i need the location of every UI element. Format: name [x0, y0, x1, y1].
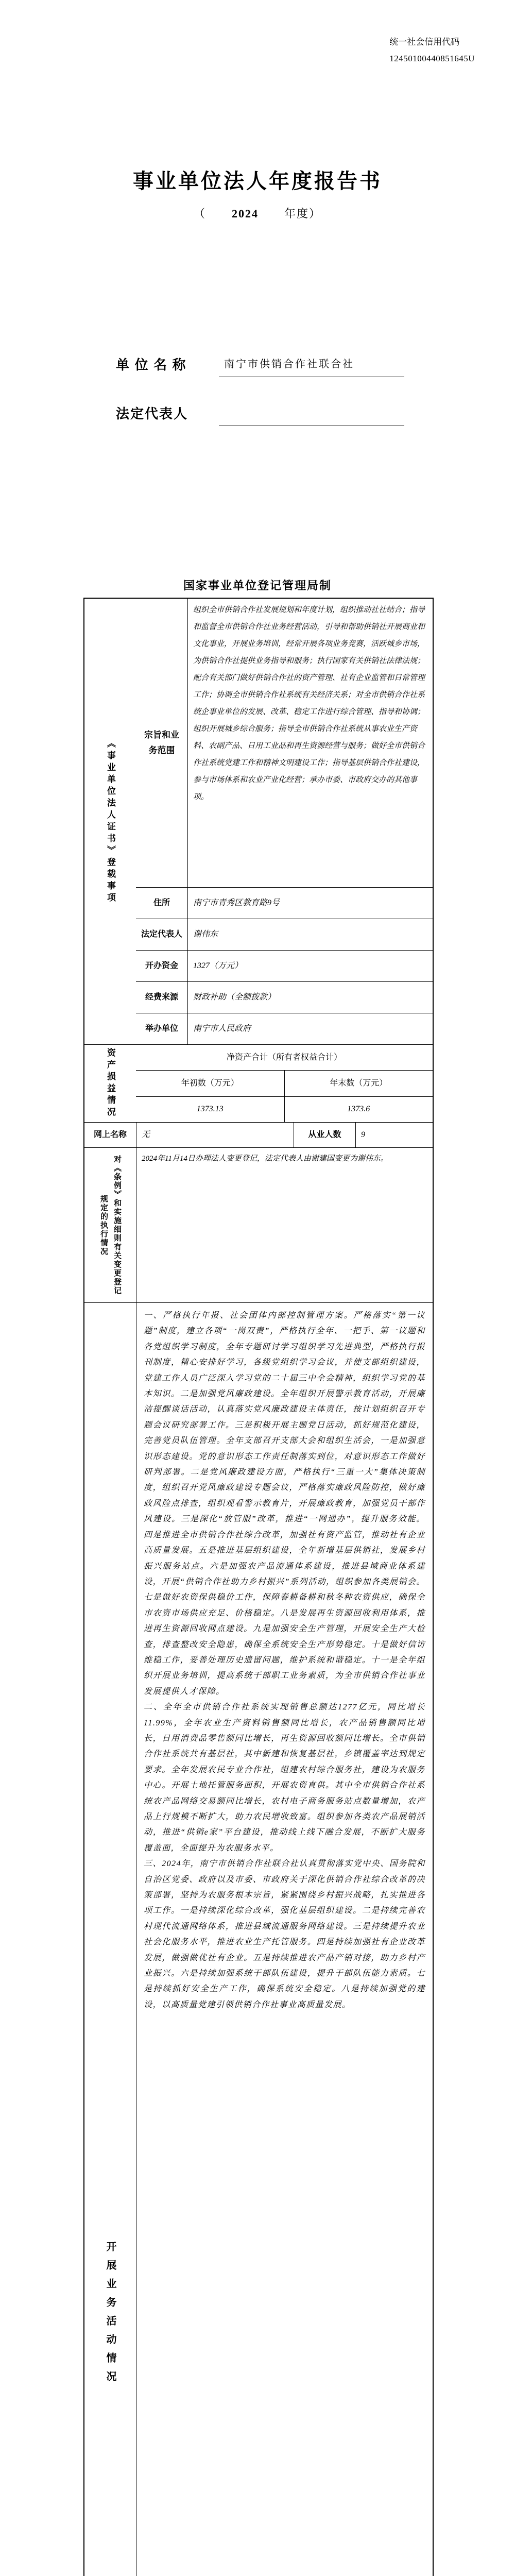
funds-value: 1327（万元）: [187, 951, 433, 981]
activities-label: 开展业务活动情况: [105, 2241, 116, 2389]
rules-text: 2024年11月14日办理法人变更登记，法定代表人由谢建国变更为谢伟东。: [136, 1148, 433, 1302]
legal-rep-row: [116, 399, 404, 426]
sponsor-value: 南宁市人民政府: [187, 1013, 433, 1044]
address-label: 住所: [153, 899, 170, 907]
net-staff-row: [84, 1122, 433, 1147]
registry-table: [83, 598, 434, 2576]
section-label-cell: [84, 599, 136, 1044]
report-year: [0, 205, 515, 221]
activities-text: 一、严格执行年报、社会团体内部控制管理方案。严格落实“第一议题”制度，建立各项“一岗双责”，严格执行全年、一把手、第一议题和各党组织学习制度，全年专题研讨学习组织学习先进典型，严格执行报刊制度，精心安排好学习，各级党组织学习会议，并使支部组织建设，党建工作人员广泛深入学习党的二十届三中全会精神，组织学习党的基本知识。二是加强党风廉政建设。全年组织开展警示教育活动，开展廉洁提醒谈话活动，认真落实党风廉政建设主体责任，按计划组织召开专题会议研究部署工作。三是积极开展主题党日活动，抓好规范化建设，完善党员队伍管理。全年支部召开支部大会和组织生活会，一是加强意识形态建设。党的意识形态工作责任制落实到位，对意识形态工作做好研判部署。二是党风廉政建设方面，严格执行“三重一大”集体决策制度，组织召开党风廉政建设专题会议，严格落实廉政风险防控，做好廉政风险点排查，组织观看警示教育片，开展廉政教育，加强党员干部作风建设。三是深化“放管服”改革，推进“一网通办”，提升服务效能。四是推进全市供销合作社综合改革，加强社有资产监管，推动社有企业高质量发展。五是推进基层组织建设，全年新增基层供销社，发展乡村振兴服务站点。六是加强农产品流通体系建设，推进县域商业体系建设，开展“供销合作社助力乡村振兴”系列活动，组织参加各类展销会。七是做好农资保供稳价工作，保障春耕备耕和秋冬种农资供应，确保全市农资市场供应充足、价格稳定。八是发展再生资源回收利用体系，推进再生资源回收网点建设。九是加强安全生产管理，开展安全生产大检查，排查整改安全隐患，确保全系统安全生产形势稳定。十是做好信访维稳工作，妥善处理历史遗留问题，维护系统和谐稳定。十一是全年组织开展业务培训，提高系统干部职工业务素质，为全市供销合作社事业发展提供人才保障。 二、全年全市供销合作社系统实现销售总额达1277亿元，同比增长11.99%，全年农业生产资料销售额同比增长，农产品销售额同比增长，日用消费品零售额同比增长，再生资源回收额同比增长。全市供销合作社系统共有基层社，其中新建和恢复基层社，乡镇覆盖率达到规定要求。全年发展农民专业合作社，组建农村综合服务社，建设为农服务中心。开展土地托管服务面积，开展农资直供。其中全市供销合作社系统农产品网络交易额同比增长，农村电子商务服务站点数量增加，农产品上行规模不断扩大，助力农民增收致富。组织参加各类农产品展销活动，推进“供销e家”平台建设，推动线上线下融合发展，不断扩大服务覆盖面，全面提升为农服务水平。 三、2024年，南宁市供销合作社联合社认真贯彻落实党中央、国务院和自治区党委、政府以及市委、市政府关于深化供销合作社综合改革的决策部署，坚持为农服务根本宗旨，紧紧围绕乡村振兴战略，扎实推进各项工作。一是持续深化综合改革，强化基层组织建设。二是持续完善农村现代流通网络体系，推进县域流通服务网络建设。三是持续提升农业社会化服务水平，推进农业生产托管服务。四是持续加强社有企业改革发展，做强做优社有企业。五是持续推进农产品产销对接，助力乡村产业振兴。六是持续加强系统干部队伍建设，提升干部队伍能力素质。七是持续抓好安全生产工作，确保系统安全稳定。八是持续加强党的建设，以高质量党建引领供销合作社事业高质量发展。: [136, 1303, 433, 2576]
unit-name-value: 南宁市供销合作社联合社: [224, 359, 354, 370]
year-value: 2024: [232, 207, 259, 220]
legal-value: 谢伟东: [187, 919, 433, 950]
registry-title: 国家事业单位登记管理局制: [183, 579, 332, 592]
assets-header: 净资产合计（所有者权益合计）: [226, 1053, 342, 1062]
address-row: [136, 887, 433, 919]
assets-label: 资产损益情况: [106, 1048, 115, 1119]
purpose-label: 宗旨和业务范围: [144, 730, 179, 755]
rules-label-cell: [84, 1148, 136, 1302]
end-value: 1373.6: [284, 1097, 433, 1122]
source-row: [136, 981, 433, 1013]
net-label: 网上名称: [93, 1130, 127, 1139]
staff-label: 从业人数: [294, 1123, 355, 1147]
source-label: 经费来源: [145, 993, 178, 1002]
credit-code-block: [389, 34, 475, 67]
purpose-row: [136, 599, 433, 887]
rules-label: 对《条例》和实施细则有关变更登记规定的执行情况: [99, 1155, 121, 1295]
activities-label-cell: [84, 1303, 136, 2576]
sponsor-row: [136, 1013, 433, 1044]
legal-label: 法定代表人: [141, 930, 183, 939]
credit-code-label: 统一社会信用代码: [389, 37, 460, 47]
assets-header-row: [136, 1045, 433, 1070]
purpose-text: 组织全市供销合作社发展规划和年度计划，组织推动社社结合；指导和监督全市供销合作社业务经营活动，引导和帮助供销社开展商业和文化事业，开展业务培训，经常开展各项业务竞赛，活跃城乡市场，为供销合作社提供业务指导和服务；执行国家有关供销社法律法规；配合有关部门做好供销合作社的资产管理、社有企业监管和日常管理工作；协调全市供销合作社系统有关经济关系；对全市供销合作社系统企事业单位的发展、改革、稳定工作进行综合管理、指导和协调；组织开展城乡综合服务；指导全市供销合作社系统从事农业生产资料、农副产品、日用工业品和再生资源经营与服务；做好全市供销合作社系统党建工作和精神文明建设工作；指导基层供销合作社建设，参与市场体系和农业产业化经营；承办市委、市政府交办的其他事项。: [187, 599, 433, 887]
legal-row: [136, 919, 433, 950]
year-open: （: [193, 207, 206, 220]
unit-name-label: 单 位 名 称: [116, 358, 187, 372]
sponsor-label: 举办单位: [145, 1024, 178, 1033]
unit-name-row: [116, 350, 404, 377]
registry-block: [84, 599, 433, 1044]
assets-grid: [136, 1045, 433, 1122]
end-label: 年末数（万元）: [284, 1071, 433, 1096]
assets-value-row: [136, 1096, 433, 1122]
funds-row: [136, 950, 433, 981]
source-value: 财政补助（全额拨款）: [187, 982, 433, 1013]
begin-value: 1373.13: [196, 1105, 224, 1114]
rules-row: [84, 1147, 433, 1302]
legal-rep-label: 法定代表人: [116, 406, 188, 421]
begin-label: 年初数（万元）: [181, 1078, 239, 1088]
staff-value: 9: [355, 1123, 433, 1147]
assets-block: [84, 1044, 433, 1122]
activities-row: [84, 1302, 433, 2576]
section-label: 《事业单位法人证书》登载事项: [106, 738, 115, 905]
funds-label: 开办资金: [145, 961, 178, 970]
net-value: 无: [136, 1123, 294, 1147]
assets-label-cell: [84, 1045, 136, 1122]
year-close: 年度）: [284, 207, 322, 220]
report-title: 事业单位法人年度报告书: [133, 170, 382, 193]
assets-col-row: [136, 1070, 433, 1096]
credit-code: 12450100440851645U: [389, 54, 475, 63]
address-value: 南宁市青秀区教育路9号: [187, 888, 433, 919]
registry-items: [136, 599, 433, 1044]
